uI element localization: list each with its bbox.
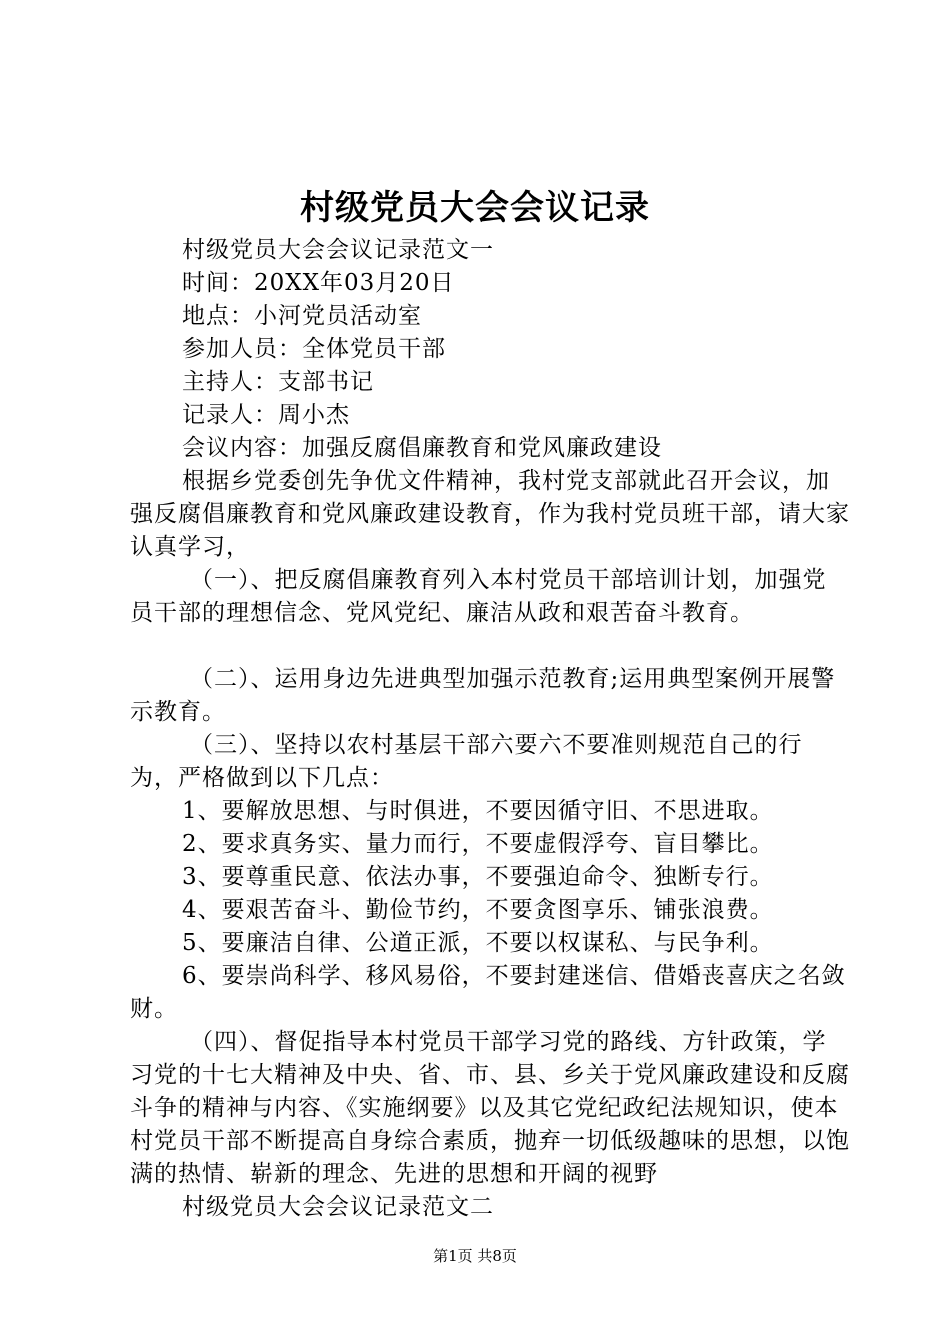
paragraph-rule-2: 2、要求真务实、量力而行，不要虚假浮夸、盲目攀比。 <box>182 831 774 857</box>
paragraph-rule-3: 3、要尊重民意、依法办事，不要强迫命令、独断专行。 <box>182 864 774 890</box>
paragraph-time: 时间：20XX年03月20日 <box>182 270 455 296</box>
paragraph-meeting-content: 会议内容：加强反腐倡廉教育和党风廉政建设 <box>182 435 662 461</box>
paragraph-recorder: 记录人：周小杰 <box>182 402 350 428</box>
paragraph-rule-6: 6、要崇尚科学、移风易俗，不要封建迷信、借婚丧喜庆之名敛财。 <box>130 963 846 1022</box>
paragraph-location: 地点：小河党员活动室 <box>182 303 422 329</box>
paragraph-rule-1: 1、要解放思想、与时俱进，不要因循守旧、不思进取。 <box>182 798 774 824</box>
paragraph-item-1: （一）、把反腐倡廉教育列入本村党员干部培训计划，加强党员干部的理想信念、党风党纪、廉洁从政和艰苦奋斗教育。 <box>130 567 827 626</box>
document-body <box>130 234 850 1224</box>
paragraph-intro: 根据乡党委创先争优文件精神，我村党支部就此召开会议，加强反腐倡廉教育和党风廉政建设教育，作为我村党员班干部，请大家认真学习， <box>130 468 850 560</box>
paragraph-sample-heading-2: 村级党员大会会议记录范文二 <box>182 1194 494 1220</box>
paragraph-item-2: （二）、运用身边先进典型加强示范教育;运用典型案例开展警示教育。 <box>130 666 836 725</box>
paragraph-item-3: （三）、坚持以农村基层干部六要六不要准则规范自己的行为，严格做到以下几点： <box>130 732 803 791</box>
page-footer: 第1页 共8页 <box>433 1247 517 1265</box>
paragraph-rule-5: 5、要廉洁自律、公道正派，不要以权谋私、与民争利。 <box>182 930 774 956</box>
document-title: 村级党员大会会议记录 <box>300 188 650 228</box>
blank-line <box>130 630 850 663</box>
paragraph-attendees: 参加人员：全体党员干部 <box>182 336 446 362</box>
paragraph-item-4: （四）、督促指导本村党员干部学习党的路线、方针政策，学习党的十七大精神及中央、省、市、县、乡关于党风廉政建设和反腐斗争的精神与内容、《实施纲要》以及其它党纪政纪法规知识，使本村党员干部不断提高自身综合素质，抛弃一切低级趣味的思想，以饱满的热情、崭新的理念、先进的思想和开阔的视野 <box>130 1029 850 1187</box>
paragraph-host: 主持人：支部书记 <box>182 369 374 395</box>
paragraph-sample-heading-1: 村级党员大会会议记录范文一 <box>182 237 494 263</box>
paragraph-rule-4: 4、要艰苦奋斗、勤俭节约，不要贪图享乐、铺张浪费。 <box>182 897 774 923</box>
